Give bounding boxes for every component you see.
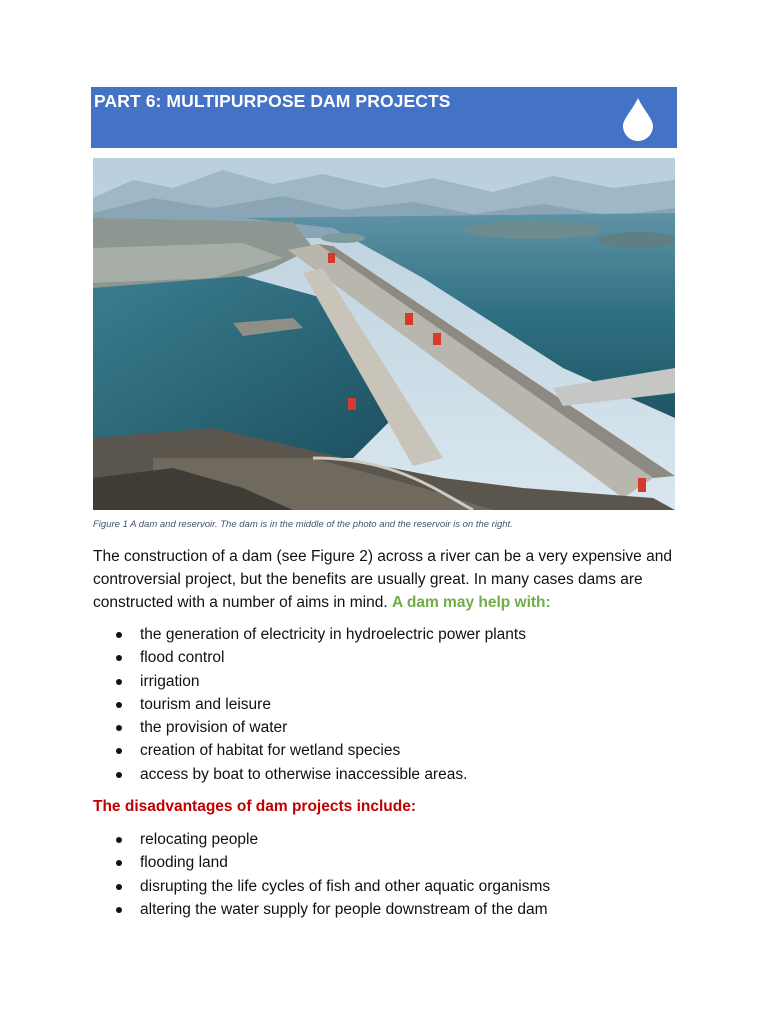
intro-paragraph [93,545,683,614]
list-item: irrigation [93,670,526,693]
list-item: flood control [93,646,526,669]
disadvantages-heading: The disadvantages of dam projects include: [93,798,416,815]
list-item: altering the water supply for people downstream of the dam [93,898,550,921]
benefits-heading: A dam may help with: [391,594,551,611]
dam-photo [93,158,675,510]
list-item: creation of habitat for wetland species [93,739,526,762]
intro-text: The construction of a dam (see Figure 2) across a river can be a very expensive and controversial project, but the benefits are usually great. In many cases dams are constructed with a number of aims in mind. [93,548,672,611]
list-item: disrupting the life cycles of fish and other aquatic organisms [93,875,550,898]
benefits-list [93,623,526,786]
disadvantages-list [93,828,550,921]
header-banner [91,87,677,148]
list-item: tourism and leisure [93,693,526,716]
list-item: the provision of water [93,716,526,739]
figure-caption: Figure 1 A dam and reservoir. The dam is in the middle of the photo and the reservoir is on the right. [93,519,513,530]
list-item: flooding land [93,851,550,874]
list-item: access by boat to otherwise inaccessible areas. [93,763,526,786]
water-drop-icon [622,97,654,141]
list-item: the generation of electricity in hydroelectric power plants [93,623,526,646]
page-title: PART 6: MULTIPURPOSE DAM PROJECTS [94,91,451,111]
list-item: relocating people [93,828,550,851]
